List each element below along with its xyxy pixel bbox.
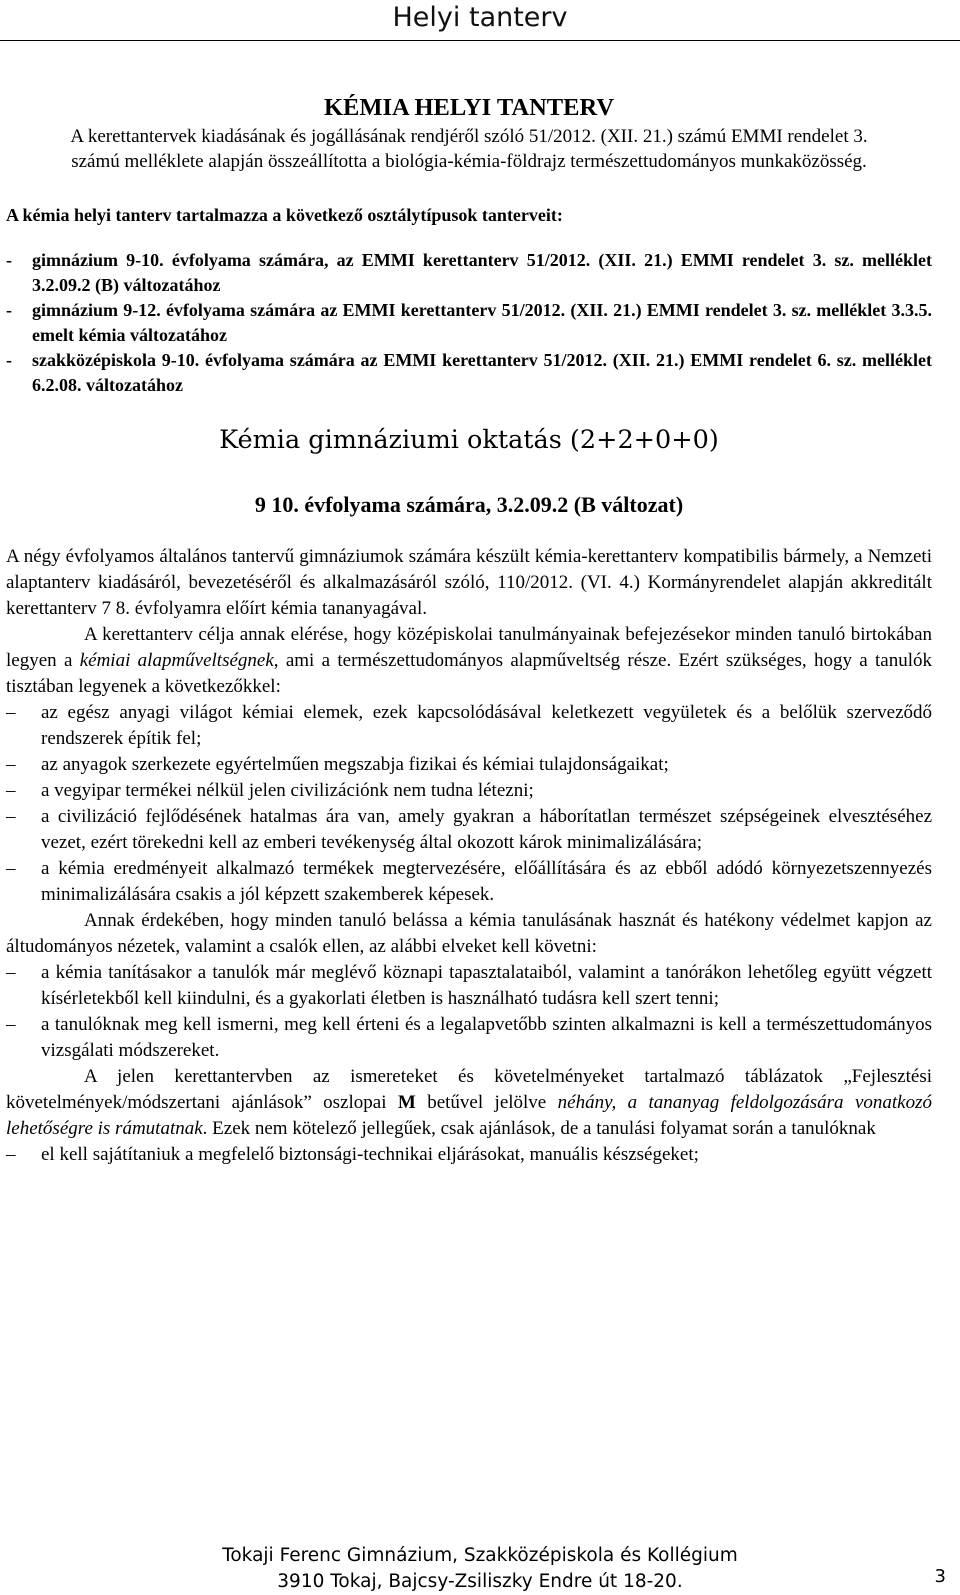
bullet-dash: – [6,1014,16,1035]
list-item [6,778,932,804]
paragraph-4-emphasis: néhány, a tananyag feldolgozására vonatkozó lehetőségre is rámutatnak [6,1092,932,1139]
list-dash: - [6,350,12,370]
section-title: Kémia gimnáziumi oktatás (2+2+0+0) [219,425,719,455]
list-dash: - [6,250,12,270]
bullet-dash: – [6,962,16,983]
paragraph-3: Annak érdekében, hogy minden tanuló belássa a kémia tanulásának hasznát és hatékony védelmet kapjon az áltudományos nézetek, valamint a csalók ellen, az alábbi elveket kell követni: [6,910,932,957]
contains-heading: A kémia helyi tanterv tartalmazza a következő osztálytípusok tanterveit: [6,205,563,225]
list-item-text: a kémia eredményeit alkalmazó termékek megtervezésére, előállítására és az ebből adódó környezetszennyezés minimalizálására csakis a jól képzett szakemberek képesek. [41,858,932,905]
variant-text: szakközépiskola 9-10. évfolyama számára az EMMI kerettanterv 51/2012. (XII. 21.) EMMI rendelet 6. sz. melléklet 6.2.08. változatához [32,350,932,395]
list-dash: - [6,300,12,320]
paragraph-2-emphasis: kémiai alapműveltségnek [79,650,274,671]
intro-paragraph: A kerettantervek kiadásának és jogállásának rendjéről szóló 51/2012. (XII. 21.) számú EMMI rendelet 3. számú melléklete alapján összeállította a biológia-kémia-földrajz természettudományos munkaközösség. [70,126,868,172]
page-content [6,92,932,1168]
variant-item [6,248,932,298]
list-item [6,700,932,752]
bullet-list-3 [6,1142,932,1168]
list-item-text: az egész anyagi világot kémiai elemek, ezek kapcsolódásával keletkezett vegyületek és a belőlük szerveződő rendszerek építik fel; [41,702,932,749]
bullet-dash: – [6,780,16,801]
paragraph-4 [6,1064,932,1142]
page-number: 3 [934,1566,946,1587]
bullet-dash: – [6,1144,16,1165]
paragraph-4-text-2: betűvel jelölve [415,1092,558,1113]
list-item-text: az anyagok szerkezete egyértelműen megszabja fizikai és kémiai tulajdonságaikat; [41,754,669,775]
list-item [6,856,932,908]
running-header: Helyi tanterv [392,2,568,33]
list-item [6,1012,932,1064]
paragraph-1: A négy évfolyamos általános tantervű gimnáziumok számára készült kémia-kerettanterv kompatibilis bármely, a Nemzeti alaptanterv kiadásáról, bevezetéséről és alkalmazásáról szóló, 110/2012. (VI. 4.) Kormányrendelet alapján akkreditált kerettanterv 7 8. évfolyamra előírt kémia tananyagával. [6,546,932,619]
list-item-text: el kell sajátítaniuk a megfelelő biztonsági-technikai eljárásokat, manuális készségeket; [41,1144,699,1165]
paragraph-4-text-3: . Ezek nem kötelező jellegűek, csak ajánlások, de a tanulási folyamat során a tanulóknak [202,1118,876,1139]
list-item [6,1142,932,1168]
variant-list [6,248,932,398]
footer-address: 3910 Tokaj, Bajcsy-Zsiliszky Endre út 18-20. [277,1571,683,1592]
bullet-dash: – [6,858,16,879]
list-item-text: a vegyipar termékei nélkül jelen civilizációnk nem tudna létezni; [41,780,534,801]
bullet-dash: – [6,702,16,723]
list-item [6,804,932,856]
list-item-text: a kémia tanításakor a tanulók már meglévő köznapi tapasztalataiból, valamint a tanórákon lehetőleg együtt végzett kísérletekből kell kiindulni, és a gyakorlati életben is használható tudásra kell szert tenni; [41,962,932,1009]
bullet-dash: – [6,754,16,775]
paragraph-2-text-end: , ami a természettudományos alapműveltség része. Ezért szükséges, hogy a tanulók tisztában legyenek a következőkkel: [6,650,932,697]
list-item-text: a tanulóknak meg kell ismerni, meg kell érteni és a legalapvetőbb szinten alkalmazni is kell a természettudományos vizsgálati módszereket. [41,1014,932,1061]
document-title: KÉMIA HELYI TANTERV [323,94,615,121]
list-item [6,960,932,1012]
paragraph-4-text: A jelen kerettantervben az ismereteket és követelményeket tartalmazó táblázatok „Fejlesztési követelmények/módszertani ajánlások” oszlopai [6,1066,932,1113]
page-footer [0,1543,960,1595]
paragraph-2 [6,622,932,700]
subsection-title: 9 10. évfolyama számára, 3.2.09.2 (B változat) [254,492,684,517]
bullet-dash: – [6,806,16,827]
paragraph-4-bold: M [397,1092,416,1113]
variant-item [6,348,932,398]
variant-text: gimnázium 9-10. évfolyama számára, az EMMI kerettanterv 51/2012. (XII. 21.) EMMI rendelet 3. sz. melléklet 3.2.09.2 (B) változatához [32,250,932,295]
variant-item [6,298,932,348]
list-item-text: a civilizáció fejlődésének hatalmas ára van, amely gyakran a háborítatlan természet szépségeinek elvesztéséhez vezet, ezért törekedni kell az emberi tevékenység által okozott károk minimalizálására; [41,806,932,853]
bullet-list-2 [6,960,932,1064]
bullet-list-1 [6,700,932,908]
list-item [6,752,932,778]
variant-text: gimnázium 9-12. évfolyama számára az EMMI kerettanterv 51/2012. (XII. 21.) EMMI rendelet 3. sz. melléklet 3.3.5. emelt kémia változatához [32,300,932,345]
header-divider [0,40,960,41]
footer-school: Tokaji Ferenc Gimnázium, Szakközépiskola és Kollégium [222,1545,738,1566]
paragraph-2-text: A kerettanterv célja annak elérése, hogy középiskolai tanulmányainak befejezésekor minden tanuló birtokában legyen a [6,624,932,671]
